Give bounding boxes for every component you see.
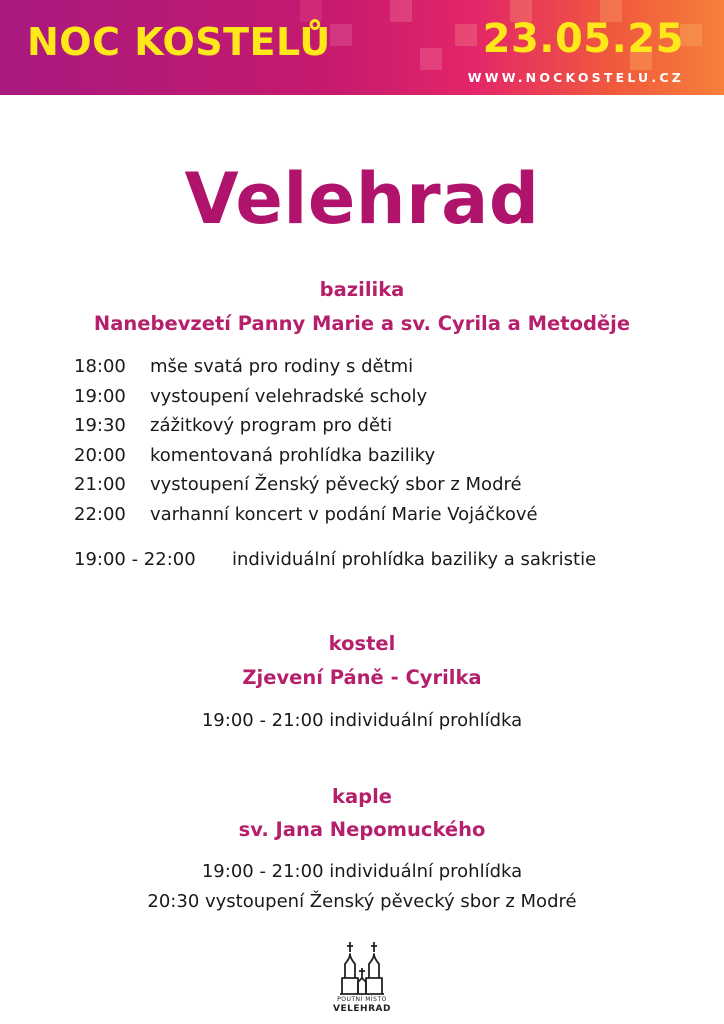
schedule-time: 22:00 <box>74 503 126 525</box>
decor-pixel <box>390 0 412 22</box>
schedule-time: 18:00 <box>74 356 126 377</box>
kaple-program-line: 19:00 - 21:00 individuální prohlídka <box>201 861 523 882</box>
page-title: Velehrad <box>184 158 540 240</box>
event-date: 23.05.25 <box>482 16 684 62</box>
schedule-event: komentovaná prohlídka baziliky <box>150 444 436 466</box>
kaple-type-heading: kaple <box>332 785 392 808</box>
logo-name: VELEHRAD <box>333 1004 391 1014</box>
kaple-program-line: 20:30 vystoupení Ženský pěvecký sbor z Modré <box>147 891 577 912</box>
schedule-row <box>74 411 538 441</box>
schedule-row <box>74 441 538 471</box>
schedule-event: varhanní koncert v podání Marie Vojáčkové <box>150 503 538 525</box>
schedule-row <box>74 352 538 382</box>
decor-pixel <box>330 24 352 46</box>
schedule-event: zážitkový program pro děti <box>150 415 393 436</box>
schedule-time: 19:00 - 22:00 <box>74 549 196 570</box>
schedule-event: vystoupení velehradské scholy <box>150 385 428 407</box>
schedule-event: mše svatá pro rodiny s dětmi <box>150 356 414 377</box>
decor-pixel <box>300 0 322 22</box>
schedule-row <box>74 382 538 412</box>
schedule-time: 19:30 <box>74 415 126 436</box>
event-title: NOC KOSTELŮ <box>27 20 331 64</box>
schedule-time: 21:00 <box>74 474 126 495</box>
schedule-row <box>74 500 538 530</box>
bazilika-name-heading: Nanebevzetí Panny Marie a sv. Cyrila a Metoděje <box>93 312 631 335</box>
schedule-event: individuální prohlídka baziliky a sakristie <box>232 549 597 570</box>
kaple-name-heading: sv. Jana Nepomuckého <box>238 818 486 841</box>
bazilika-extra-row <box>74 549 596 570</box>
bazilika-type-heading: bazilika <box>319 278 405 301</box>
kostel-name-heading: Zjevení Páně - Cyrilka <box>242 666 482 689</box>
schedule-event: vystoupení Ženský pěvecký sbor z Modré <box>150 474 522 495</box>
header-banner <box>0 0 724 95</box>
schedule-time: 19:00 <box>74 385 126 407</box>
schedule-time: 20:00 <box>74 444 126 466</box>
kostel-program-line: 19:00 - 21:00 individuální prohlídka <box>201 710 523 731</box>
website-link[interactable]: WWW.NOCKOSTELU.CZ <box>467 70 684 85</box>
logo-subtitle: POUTNÍ MÍSTO <box>337 996 387 1003</box>
kostel-type-heading: kostel <box>328 632 396 655</box>
schedule-row <box>74 470 538 500</box>
decor-pixel <box>420 48 442 70</box>
decor-pixel <box>455 24 477 46</box>
bazilika-schedule <box>74 352 538 529</box>
